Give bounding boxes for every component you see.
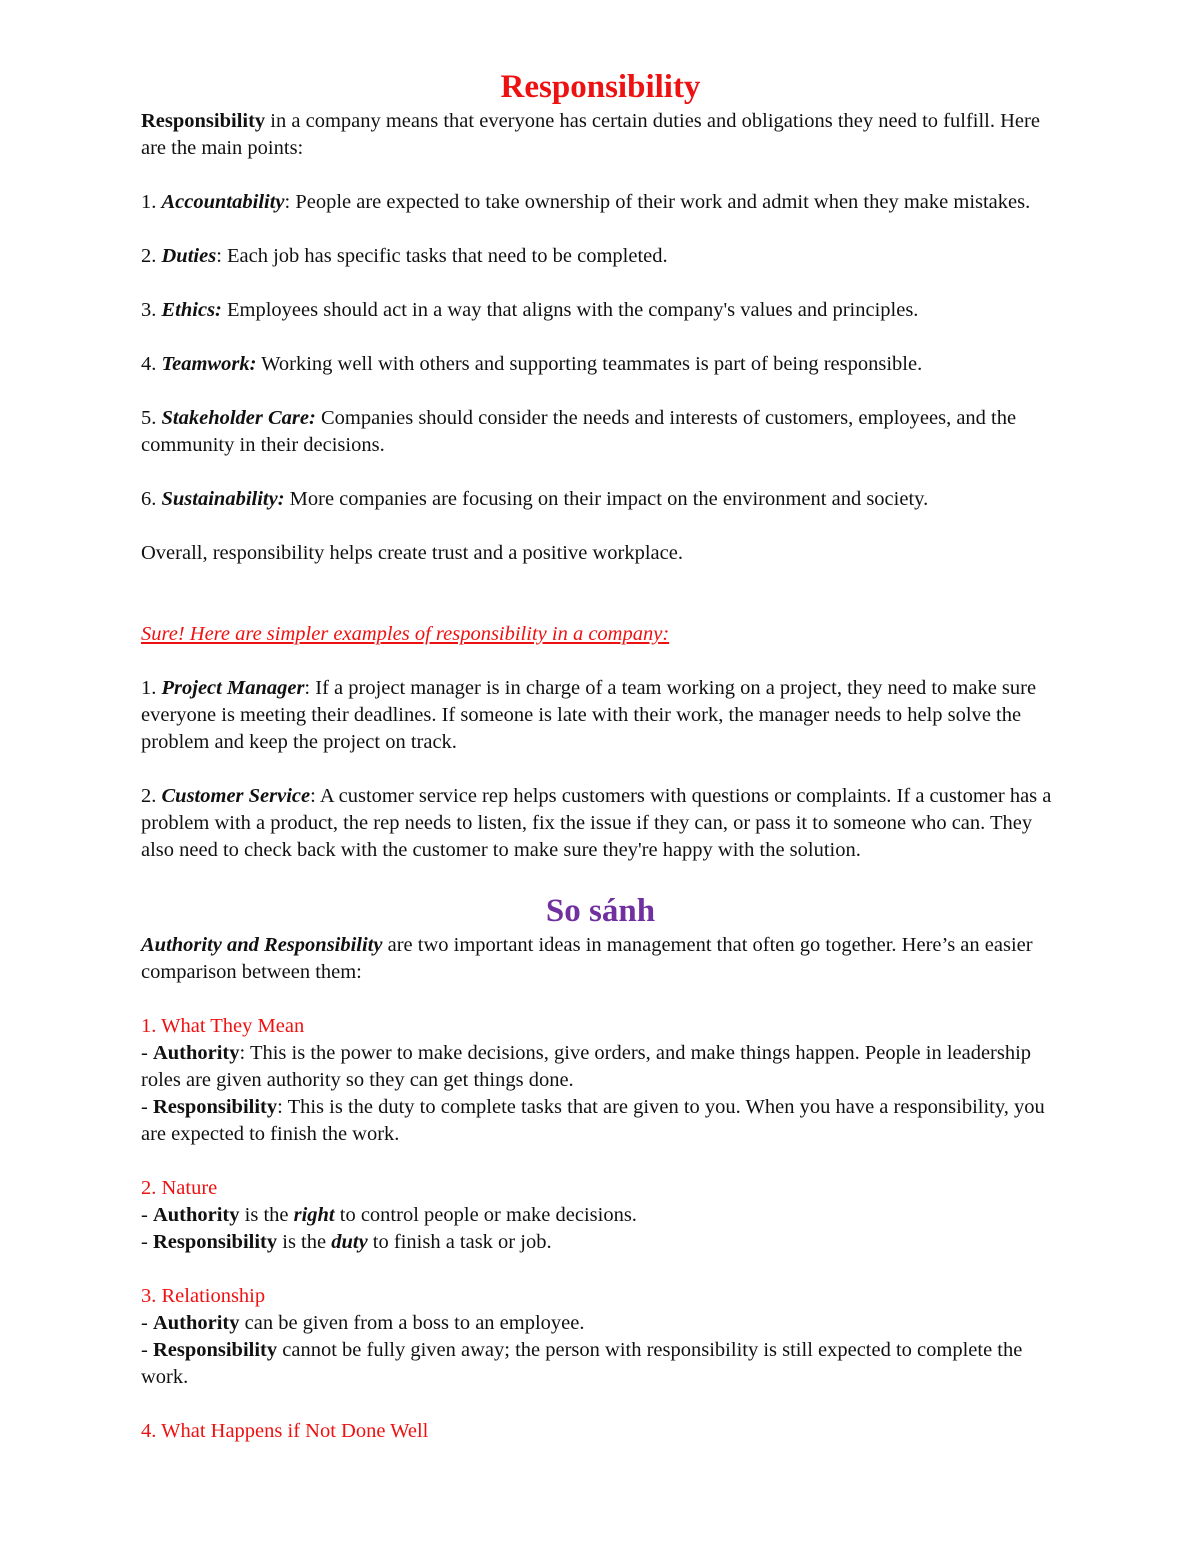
- comparison-intro: Authority and Responsibility are two important ideas in management that often go together. Here’s an easier comparison between them:: [141, 934, 1033, 983]
- title-so-sanh: So sánh: [545, 893, 656, 929]
- point-term: Sustainability:: [161, 488, 285, 510]
- example-term: Customer Service: [161, 785, 311, 807]
- point-3: 3. Ethics: Employees should act in a way that aligns with the company's values and principles.: [141, 299, 919, 321]
- example-1: 1. Project Manager: If a project manager is in charge of a team working on a project, they need to make sure everyone is meeting their deadlines. If someone is late with their work, the manager needs to help solve the problem and keep the project on track.: [141, 677, 1037, 753]
- intro-paragraph: [141, 108, 1060, 162]
- comparison-heading-1: 1. What They Mean: [141, 1015, 305, 1037]
- point-term: Ethics:: [161, 299, 222, 321]
- point-term: Teamwork:: [161, 353, 257, 375]
- c1-authority: - Authority: This is the power to make decisions, give orders, and make things happen. People in leadership roles are given authority so they can get things done.: [141, 1042, 1032, 1091]
- comparison-heading-3: 3. Relationship: [141, 1285, 266, 1307]
- c1-responsibility: - Responsibility: This is the duty to complete tasks that are given to you. When you have a responsibility, you are expected to finish the work.: [141, 1096, 1045, 1145]
- point-6: 6. Sustainability: More companies are focusing on their impact on the environment and society.: [141, 488, 929, 510]
- intro-text: in a company means that everyone has certain duties and obligations they need to fulfill. Here are the main points:: [141, 110, 1040, 159]
- title-responsibility: Responsibility: [500, 69, 701, 105]
- comparison-intro-term: Authority and Responsibility: [141, 934, 383, 956]
- point-1: 1. Accountability: People are expected to take ownership of their work and admit when they make mistakes.: [141, 191, 1031, 213]
- point-5: 5. Stakeholder Care: Companies should consider the needs and interests of customers, employees, and the community in their decisions.: [141, 407, 1017, 456]
- c2-responsibility: - Responsibility is the duty to finish a task or job.: [141, 1231, 552, 1253]
- point-4: 4. Teamwork: Working well with others and supporting teammates is part of being responsible.: [141, 353, 923, 375]
- intro-term: Responsibility: [141, 110, 266, 132]
- c3-authority: - Authority can be given from a boss to an employee.: [141, 1312, 585, 1334]
- example-2: 2. Customer Service: A customer service rep helps customers with questions or complaints. If a customer has a problem with a product, the rep needs to listen, fix the issue if they can, or pass it to someone who can. They also need to check back with the customer to make sure they're happy with the solution.: [141, 785, 1052, 861]
- point-2: 2. Duties: Each job has specific tasks that need to be completed.: [141, 245, 668, 267]
- c2-authority: - Authority is the right to control people or make decisions.: [141, 1204, 637, 1226]
- point-term: Stakeholder Care:: [161, 407, 316, 429]
- c3-responsibility: - Responsibility cannot be fully given away; the person with responsibility is still expected to complete the work.: [141, 1339, 1023, 1388]
- comparison-heading-2: 2. Nature: [141, 1177, 218, 1199]
- comparison-heading-4: 4. What Happens if Not Done Well: [141, 1420, 429, 1442]
- point-term: Accountability: [161, 191, 285, 213]
- examples-heading: Sure! Here are simpler examples of responsibility in a company:: [141, 623, 670, 645]
- point-term: Duties: [161, 245, 217, 267]
- overall-paragraph: Overall, responsibility helps create trust and a positive workplace.: [141, 542, 683, 564]
- example-term: Project Manager: [161, 677, 305, 699]
